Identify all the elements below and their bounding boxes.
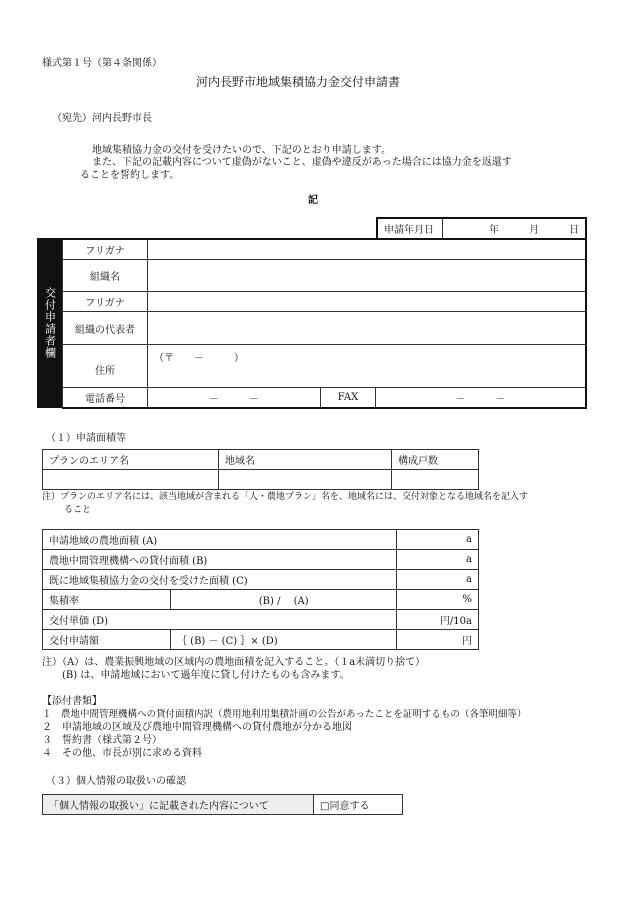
fax-label: FAX	[321, 388, 376, 409]
date-table	[376, 217, 587, 239]
region-header: 地域名	[219, 450, 392, 470]
postal-code: （〒 － ）	[154, 353, 244, 364]
area-note-1: 注）（A）は、農業振興地域の区域内の農地面積を記入すること。（１a未満切り捨て）	[42, 657, 426, 668]
ki-heading: 記	[308, 195, 318, 206]
attachment-item: ３ 誓約書（様式第２号）	[42, 735, 162, 746]
org-name-label: 組織名	[63, 260, 148, 292]
privacy-table	[42, 794, 403, 815]
plan-area-header: プランのエリア名	[43, 450, 219, 470]
month-label: 月	[529, 225, 539, 236]
applicant-side-label: 交付申請者欄	[37, 238, 62, 408]
rep-field[interactable]	[148, 312, 587, 345]
agree-checkbox[interactable]: □同意する	[314, 795, 403, 815]
section3-heading: （３）個人情報の取扱いの確認	[46, 776, 186, 787]
farmland-area-label: 申請地域の農地面積 (A)	[43, 530, 397, 550]
farmland-area-field[interactable]: a	[397, 530, 479, 550]
rate-field[interactable]: %	[397, 590, 479, 610]
address-label: 住所	[63, 345, 148, 388]
attachment-item: ４ その他、市長が別に求める資料	[42, 748, 202, 759]
prior-area-field[interactable]: a	[397, 570, 479, 590]
plan-area-cell[interactable]	[43, 470, 219, 490]
phone-label: 電話番号	[63, 388, 148, 409]
amount-formula: ｛ (B) － (C) ｝× (D)	[171, 630, 397, 650]
region-cell[interactable]	[219, 470, 392, 490]
unit-price-label: 交付単価 (D)	[43, 610, 397, 630]
addressee: （宛先）河内長野市長	[52, 113, 152, 124]
section1-note-2: ること	[64, 505, 92, 515]
org-name-field[interactable]	[148, 260, 587, 292]
amount-field[interactable]: 円	[397, 630, 479, 650]
prior-area-label: 既に地域集積協力金の交付を受けた面積 (C)	[43, 570, 397, 590]
date-label: 申請年月日	[377, 218, 443, 239]
rep-label: 組織の代表者	[63, 312, 148, 345]
year-label: 年	[489, 225, 499, 236]
applicant-table	[62, 238, 587, 409]
body-line-2: また、下記の記載内容について虚偽がないこと、虚偽や違反があった場合には協力金を返還す	[92, 157, 512, 168]
address-field[interactable]	[148, 345, 587, 388]
fax-field[interactable]: － －	[376, 388, 587, 409]
plan-table	[42, 449, 479, 490]
attachment-item: １ 農地中間管理機構への貸付面積内訳（農用地利用集積計画の公告があったことを証明するもの（各筆明細等）	[42, 709, 527, 720]
body-line-3: ることを誓約します。	[80, 170, 180, 181]
day-label: 日	[569, 225, 579, 236]
households-cell[interactable]	[392, 470, 479, 490]
section1-note-1: 注）プランのエリア名には、該当地域が含まれる「人・農地プラン」名を、地域名には、交付対象となる地域名を記入す	[42, 492, 529, 502]
attachment-item: ２ 申請地域の区域及び農地中間管理機構への貸付農地が分かる地図	[42, 722, 352, 733]
amount-label: 交付申請額	[43, 630, 171, 650]
unit-price-field[interactable]: 円/10a	[397, 610, 479, 630]
body-line-1: 地域集積協力金の交付を受けたいので、下記のとおり申請します。	[92, 145, 391, 156]
phone-field[interactable]: － －	[148, 388, 321, 409]
rate-label: 集積率	[43, 590, 171, 610]
form-title: 河内長野市地域集積協力金交付申請書	[196, 75, 401, 89]
lease-area-field[interactable]: a	[397, 550, 479, 570]
furigana-label-2: フリガナ	[63, 292, 148, 312]
section1-heading: （１）申請面積等	[46, 433, 126, 444]
area-table	[42, 529, 479, 650]
form-number: 様式第１号（第４条関係）	[42, 58, 162, 69]
furigana-field-2[interactable]	[148, 292, 587, 312]
furigana-label-1: フリガナ	[63, 239, 148, 260]
date-field[interactable]	[443, 218, 587, 239]
furigana-field-1[interactable]	[148, 239, 587, 260]
lease-area-label: 農地中間管理機構への貸付面積 (B)	[43, 550, 397, 570]
rate-formula: (B) / (A)	[171, 590, 397, 610]
privacy-label: 「個人情報の取扱い」に記載された内容について	[43, 795, 314, 815]
households-header: 構成戸数	[392, 450, 479, 470]
attachments-heading: 【添付書類】	[42, 696, 102, 707]
area-note-2: (B) は、申請地域において過年度に貸し付けたものも含みます。	[62, 670, 350, 681]
